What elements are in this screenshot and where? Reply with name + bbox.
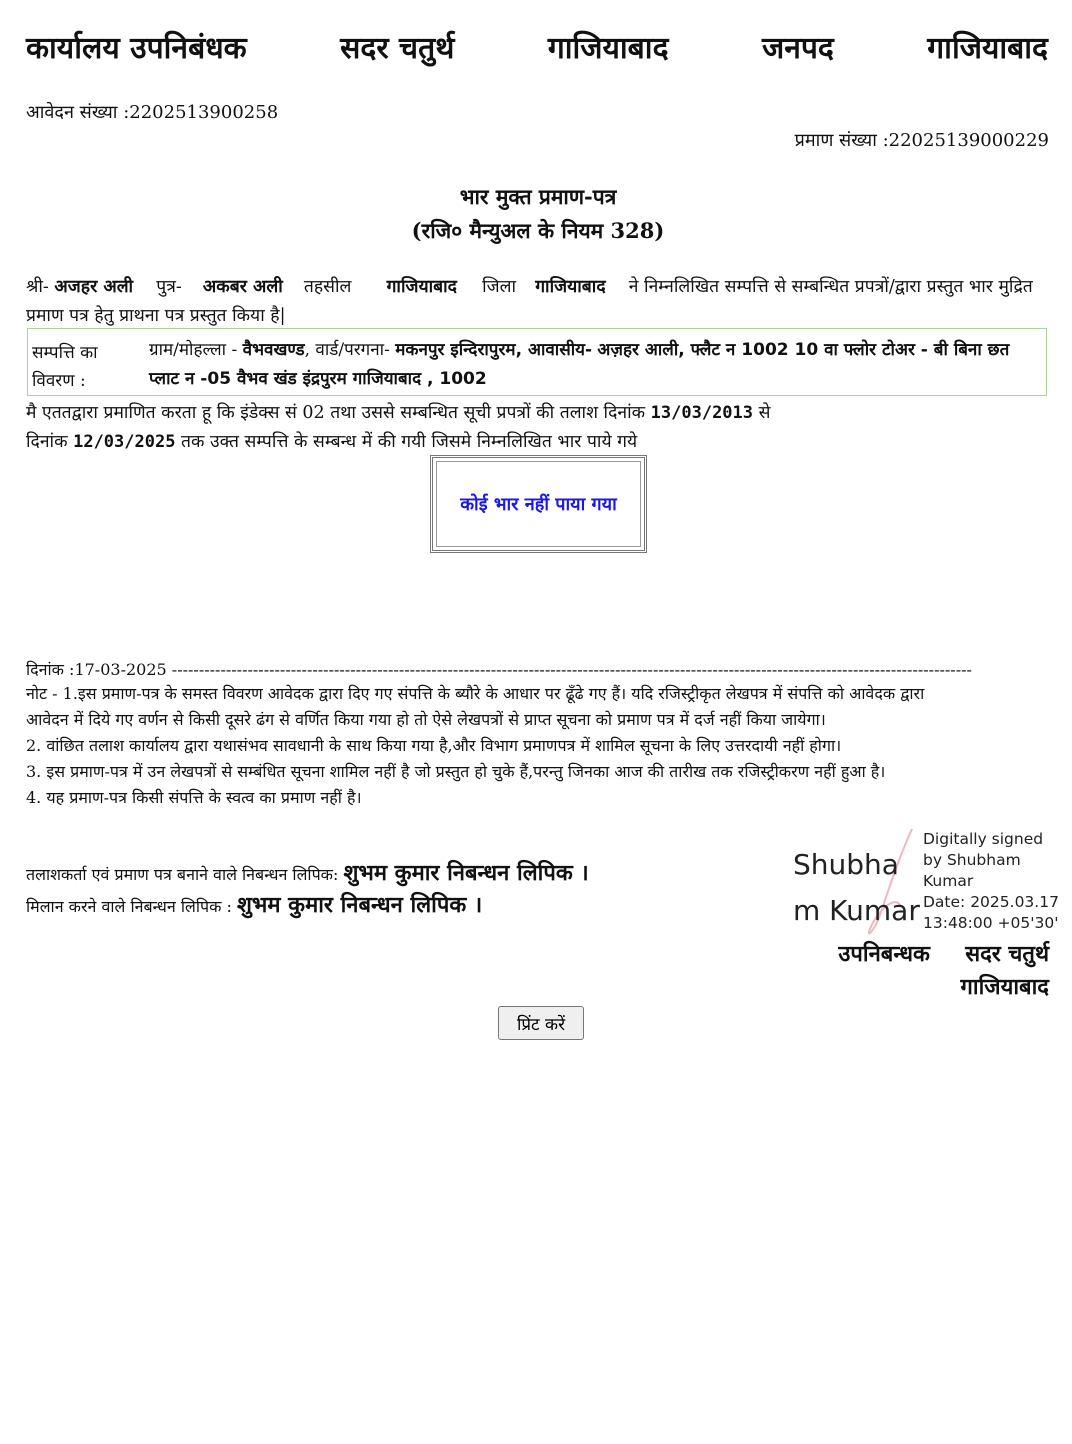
issue-date-line [26, 658, 1026, 680]
district-label-text: जिला [482, 277, 517, 297]
certify-part-2: से [758, 403, 771, 423]
verify-clerk-name: शुभम कुमार निबन्धन लिपिक । [236, 893, 483, 918]
application-label: आवेदन संख्या : [26, 102, 130, 123]
certification-text [26, 399, 1026, 457]
note-3: 3. इस प्रमाण-पत्र में उन लेखपत्रों से सम्बंधित सूचना शामिल नहीं है जो प्रस्तुत हो चुके हैं,परन्तु जिनका आज की तारीख तक रजिस्ट्रीकरण नहीं हुआ है। [26, 762, 886, 781]
to-date: 12/03/2025 [73, 432, 176, 452]
applicant-name: अजहर अली [54, 277, 134, 297]
district-label: जनपद [761, 31, 834, 66]
note-2: 2. वांछित तलाश कार्यालय द्वारा यथासंभव सावधानी के साथ किया गया है,और विभाग प्रमाणपत्र में शामिल सूचना के लिए उत्तरदायी नहीं होगा। [26, 736, 842, 755]
sub-office-name: सदर चतुर्थ [340, 31, 455, 66]
applicant-prefix: श्री- [26, 277, 49, 297]
result-box [430, 455, 647, 553]
district-name-text: गाजियाबाद [535, 277, 606, 297]
document-title [0, 180, 1072, 248]
sig-detail-5: 13:48:00 +05'30' [923, 914, 1059, 932]
note-1-continued: आवेदन में दिये गए वर्णन से किसी दूसरे ढंग से वर्णित किया गया हो तो ऐसे लेखपत्रों से प्राप्त सूचना को प्रमाण पत्र में दर्ज नहीं किया जायेगा। [26, 710, 826, 729]
sig-detail-4: Date: 2025.03.17 [923, 893, 1059, 911]
print-button[interactable]: प्रिंट करें [498, 1006, 584, 1040]
certify-part-4: तक उक्त सम्पत्ति के सम्बन्ध में की गयी जिसमे निम्नलिखित भार पाये गये [181, 432, 638, 452]
search-clerk-name: शुभम कुमार निबन्धन लिपिक । [343, 861, 589, 886]
search-clerk-label: तलाशकर्ता एवं प्रमाण पत्र बनाने वाले निबन्धन लिपिक: [26, 865, 339, 884]
ward-label: , वार्ड/परगना- [304, 340, 390, 360]
sig-detail-3: Kumar [923, 872, 974, 890]
certificate-label: प्रमाण संख्या : [794, 130, 889, 151]
certify-part-1: मै एततद्वारा प्रमाणित करता हू कि इंडेक्स सं 02 तथा उससे सम्बन्धित सूची प्रपत्रों की तलाश दिनांक [26, 403, 646, 423]
note-1: नोट - 1.इस प्रमाण-पत्र के समस्त विवरण आवेदक द्वारा दिए गए संपत्ति के ब्यौरे के आधार पर ढूँढे गए हैं। यदि रजिस्ट्रीकृत लेखपत्र में संपत्ति को आवेदक द्वारा [26, 684, 925, 703]
result-text: कोई भार नहीं पाया गया [460, 494, 617, 515]
title-line-1: भार मुक्त प्रमाण-पत्र [459, 184, 617, 209]
signer-name [793, 842, 923, 934]
officer-office: सदर चतुर्थ [965, 942, 1049, 967]
signer-name-line-2: m Kumar [793, 894, 920, 927]
issue-date-label: दिनांक : [26, 660, 75, 679]
note-4: 4. यह प्रमाण-पत्र किसी संपत्ति के स्वत्व का प्रमाण नहीं है। [26, 788, 362, 807]
property-label-line-2: विवरण : [32, 371, 86, 391]
village-name: वैभवखण्ड [242, 340, 305, 360]
tehsil-label: तहसील [303, 277, 352, 297]
from-date: 13/03/2013 [650, 403, 754, 423]
search-clerk-line [26, 857, 589, 887]
property-label [32, 339, 132, 395]
application-value: 2202513900258 [129, 102, 279, 123]
separator-rule: ---------------------------------------------------------------------------------------------------------------------------------------------------- [171, 660, 972, 679]
officer-city: गाजियाबाद [960, 975, 1049, 1000]
office-name: कार्यालय उपनिबंधक [26, 31, 247, 66]
property-label-line-1: सम्पत्ति का [32, 343, 98, 363]
ward-name: मकनपुर इन्दिरापुरम [395, 340, 516, 360]
issue-date-value: 17-03-2025 [74, 660, 167, 679]
title-line-2: (रजि० मैन्युअल के नियम 328) [411, 218, 665, 243]
officer-block [838, 938, 1049, 1004]
application-number [26, 100, 278, 124]
applicant-rest: ने निम्नलिखित सम्पत्ति से सम्बन्धित प्रपत्रों/द्वारा प्रस्तुत भार मुद्रित प्रमाण पत्र हेतु प्राथना पत्र प्रस्तुत किया है| [26, 277, 1033, 326]
certify-part-3: दिनांक [26, 432, 68, 452]
verify-clerk-line [26, 889, 482, 919]
officer-title: उपनिबन्धक [838, 942, 930, 967]
certificate-value: 22025139000229 [888, 130, 1049, 151]
signer-name-line-1: Shubha [793, 848, 899, 881]
village-label: ग्राम/मोहल्ला - [149, 340, 238, 360]
sig-detail-2: by Shubham [923, 851, 1021, 869]
tehsil-name: गाजियाबाद [386, 277, 457, 297]
applicant-paragraph [26, 273, 1036, 331]
signature-details [923, 829, 1063, 934]
property-type: , आवासीय- [515, 340, 593, 360]
district-name: गाजियाबाद [927, 31, 1048, 66]
verify-clerk-label: मिलान करने वाले निबन्धन लिपिक : [26, 897, 232, 916]
notes-section [26, 681, 1046, 811]
city-name: गाजियाबाद [547, 31, 669, 66]
relation-label: पुत्र- [156, 277, 182, 297]
property-details [149, 336, 1044, 394]
property-description: अज़हर आली, फ्लैट न 1002 10 वा फ्लोर टोअर - बी बिना छत प्लाट न -05 वैभव खंड इंद्रपुरम गाजियाबाद , 1002 [149, 340, 1010, 389]
office-header [26, 26, 1048, 67]
sig-detail-1: Digitally signed [923, 830, 1044, 848]
certificate-number [795, 128, 1049, 152]
father-name: अकबर अली [202, 277, 283, 297]
